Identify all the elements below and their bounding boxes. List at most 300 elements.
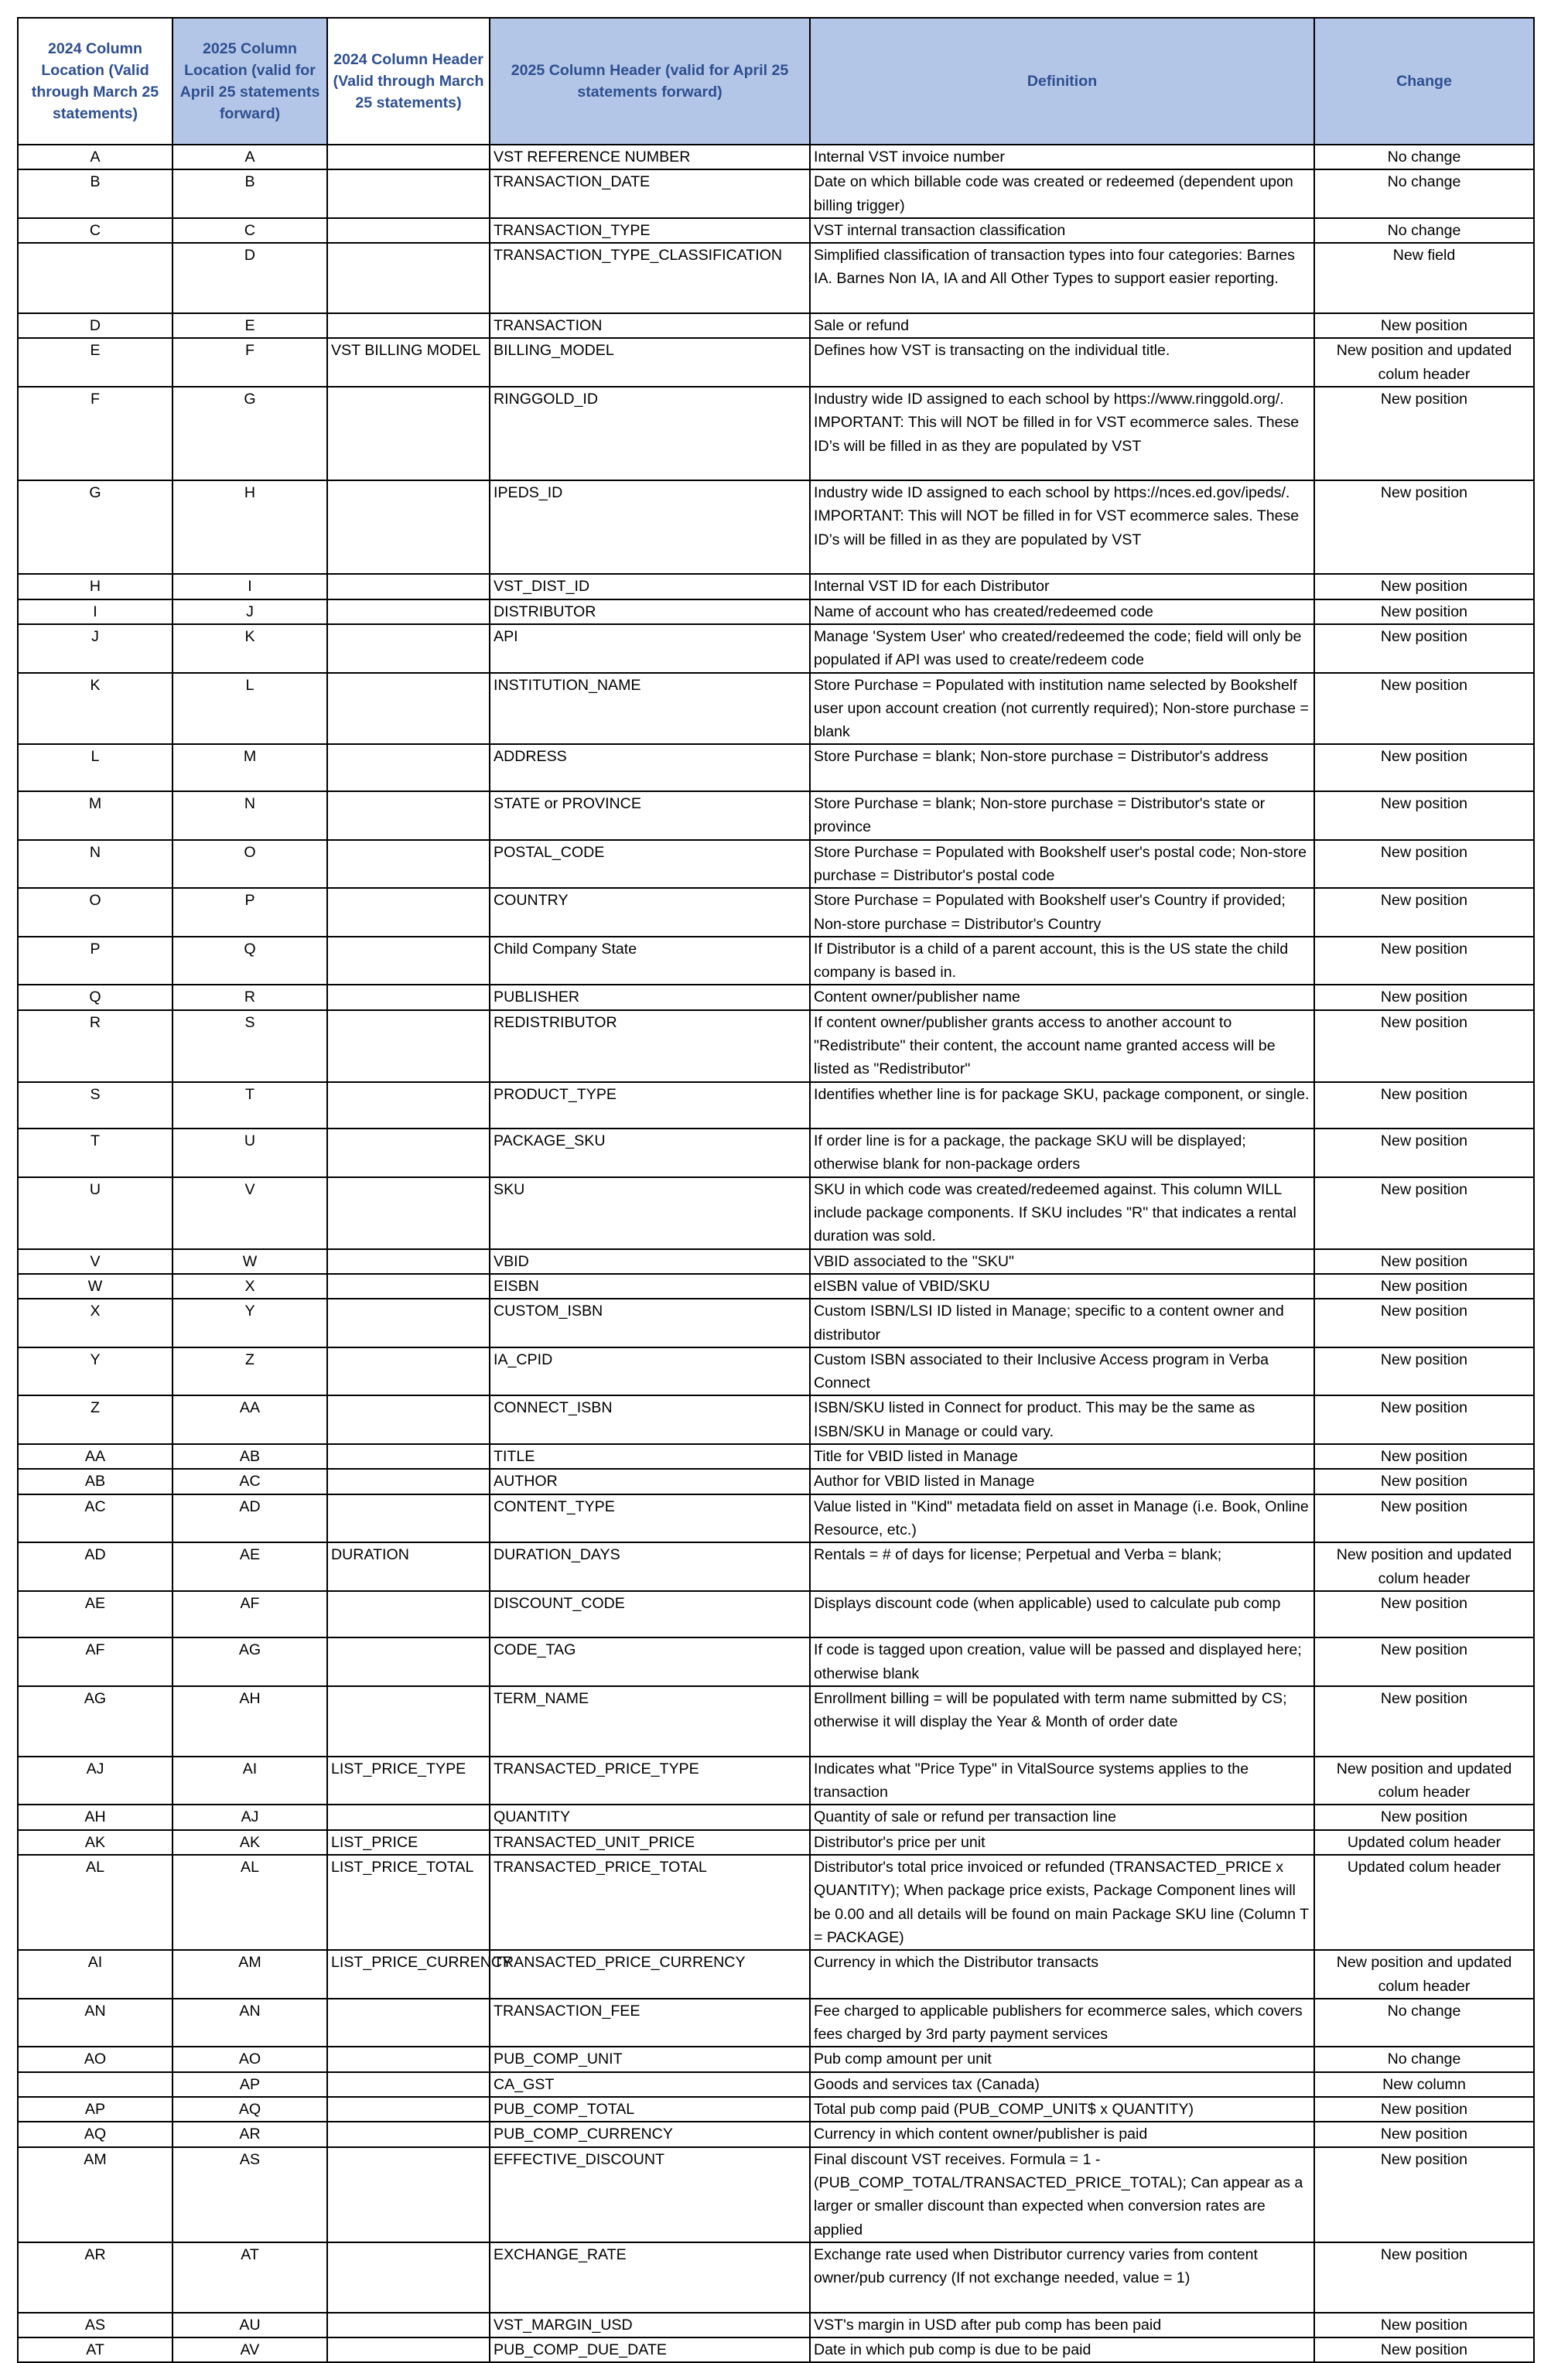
cell-2024-location: AC — [18, 1494, 173, 1543]
table-row — [18, 218, 1534, 243]
cell-2024-location: AB — [18, 1469, 173, 1494]
cell-2025-location: B — [173, 169, 327, 218]
table-row — [18, 1494, 1534, 1543]
table-row — [18, 888, 1534, 937]
cell-2024-location — [18, 243, 173, 313]
cell-definition: Indicates what "Price Type" in VitalSource systems applies to the transaction — [810, 1757, 1314, 1805]
table-row — [18, 840, 1534, 889]
cell-2025-location: AB — [173, 1444, 327, 1469]
cell-2024-location: AR — [18, 2242, 173, 2313]
cell-2024-location: AQ — [18, 2122, 173, 2146]
cell-change: New position — [1314, 574, 1534, 599]
cell-definition: ISBN/SKU listed in Connect for product. This may be the same as ISBN/SKU in Manage or could vary. — [810, 1395, 1314, 1444]
cell-2024-location: Q — [18, 985, 173, 1009]
cell-2024-column-header — [327, 1177, 490, 1249]
cell-definition: Final discount VST receives. Formula = 1 - (PUB_COMP_TOTAL/TRANSACTED_PRICE_TOTAL); Can appear as a larger or smaller discount than expected when conversion rates are applied — [810, 2147, 1314, 2242]
cell-2024-location: AD — [18, 1542, 173, 1591]
cell-2024-column-header — [327, 888, 490, 937]
cell-2024-column-header — [327, 599, 490, 624]
table-row — [18, 1082, 1534, 1129]
table-row — [18, 1855, 1534, 1950]
cell-2025-column-header: TRANSACTED_PRICE_TOTAL — [490, 1855, 810, 1950]
cell-2025-location: AQ — [173, 2097, 327, 2122]
cell-definition: Store Purchase = Populated with institution name selected by Bookshelf user upon account creation (not currently required); Non-store purchase = blank — [810, 673, 1314, 745]
cell-definition: Custom ISBN associated to their Inclusive Access program in Verba Connect — [810, 1347, 1314, 1396]
cell-2024-column-header — [327, 2147, 490, 2242]
table-row — [18, 1469, 1534, 1494]
cell-2024-location: AG — [18, 1686, 173, 1757]
cell-definition: Fee charged to applicable publishers for ecommerce sales, which covers fees charged by 3rd party payment services — [810, 1999, 1314, 2047]
cell-2024-column-header — [327, 2047, 490, 2071]
cell-definition: Identifies whether line is for package SKU, package component, or single. — [810, 1082, 1314, 1129]
cell-change: New position — [1314, 985, 1534, 1009]
cell-definition: Total pub comp paid (PUB_COMP_UNIT$ x QUANTITY) — [810, 2097, 1314, 2122]
cell-2025-column-header: TRANSACTED_PRICE_CURRENCY — [490, 1950, 810, 1999]
cell-2024-column-header — [327, 744, 490, 791]
cell-2025-location: AS — [173, 2147, 327, 2242]
cell-2024-location: AS — [18, 2313, 173, 2337]
cell-2025-location: AD — [173, 1494, 327, 1543]
cell-2025-location: X — [173, 1274, 327, 1299]
cell-change: Updated colum header — [1314, 1830, 1534, 1855]
cell-2024-column-header — [327, 937, 490, 985]
cell-2024-location: T — [18, 1129, 173, 1177]
cell-change: No change — [1314, 1999, 1534, 2047]
cell-2025-location: Q — [173, 937, 327, 985]
cell-change: New position — [1314, 2337, 1534, 2362]
table-row — [18, 1757, 1534, 1805]
table-row — [18, 1177, 1534, 1249]
cell-2024-column-header — [327, 1249, 490, 1274]
cell-2024-location: AN — [18, 1999, 173, 2047]
cell-2024-location: AE — [18, 1591, 173, 1638]
cell-2025-column-header: IPEDS_ID — [490, 480, 810, 574]
cell-change: New position — [1314, 1805, 1534, 1829]
cell-2024-column-header — [327, 673, 490, 745]
cell-2025-location: R — [173, 985, 327, 1009]
cell-2025-column-header: VST REFERENCE NUMBER — [490, 145, 810, 169]
cell-change: New position — [1314, 840, 1534, 889]
cell-2024-column-header — [327, 624, 490, 673]
cell-change: New position and updated colum header — [1314, 1542, 1534, 1591]
cell-2025-column-header: EXCHANGE_RATE — [490, 2242, 810, 2313]
table-row — [18, 145, 1534, 169]
cell-2024-column-header — [327, 2097, 490, 2122]
table-row — [18, 1637, 1534, 1686]
cell-2024-column-header — [327, 1469, 490, 1494]
cell-definition: If Distributor is a child of a parent account, this is the US state the child company is based in. — [810, 937, 1314, 985]
cell-change: New position — [1314, 1082, 1534, 1129]
table-row — [18, 673, 1534, 745]
table-header — [18, 18, 1534, 145]
cell-2025-location: AL — [173, 1855, 327, 1950]
cell-definition: Displays discount code (when applicable) used to calculate pub comp — [810, 1591, 1314, 1638]
header-2025-location: 2025 Column Location (valid for April 25 statements forward) — [173, 18, 327, 145]
cell-2024-location: L — [18, 744, 173, 791]
cell-2025-location: AJ — [173, 1805, 327, 1829]
cell-2025-location: K — [173, 624, 327, 673]
cell-2024-column-header — [327, 1299, 490, 1347]
cell-change: No change — [1314, 218, 1534, 243]
cell-2025-location: AM — [173, 1950, 327, 1999]
cell-2025-location: Z — [173, 1347, 327, 1396]
cell-2024-location: R — [18, 1010, 173, 1082]
cell-2025-location: AV — [173, 2337, 327, 2362]
cell-2025-column-header: VST_MARGIN_USD — [490, 2313, 810, 2337]
cell-2025-location: AI — [173, 1757, 327, 1805]
header-change: Change — [1314, 18, 1534, 145]
header-row — [18, 18, 1534, 145]
cell-definition: Value listed in "Kind" metadata field on asset in Manage (i.e. Book, Online Resource, etc.) — [810, 1494, 1314, 1543]
cell-2025-column-header: TRANSACTION — [490, 313, 810, 338]
cell-definition: Internal VST invoice number — [810, 145, 1314, 169]
cell-change: New position and updated colum header — [1314, 1757, 1534, 1805]
cell-2024-location: AK — [18, 1830, 173, 1855]
cell-2025-location: U — [173, 1129, 327, 1177]
cell-change: New position — [1314, 1686, 1534, 1757]
table-row — [18, 1950, 1534, 1999]
cell-2024-column-header: LIST_PRICE — [327, 1830, 490, 1855]
cell-2024-location: V — [18, 1249, 173, 1274]
cell-2025-location: AE — [173, 1542, 327, 1591]
table-row — [18, 1010, 1534, 1082]
cell-2024-column-header — [327, 1686, 490, 1757]
cell-2025-location: F — [173, 338, 327, 387]
cell-change: New position — [1314, 2097, 1534, 2122]
cell-2024-column-header — [327, 791, 490, 840]
cell-change: New position and updated colum header — [1314, 1950, 1534, 1999]
cell-2024-location: A — [18, 145, 173, 169]
cell-2024-location: AP — [18, 2097, 173, 2122]
cell-change: New position — [1314, 2147, 1534, 2242]
cell-definition: Distributor's total price invoiced or refunded (TRANSACTED_PRICE x QUANTITY); When package price exists, Package Component lines will be 0.00 and all details will be found on main Package SKU line (Column T = PACKAGE) — [810, 1855, 1314, 1950]
cell-2025-column-header: STATE or PROVINCE — [490, 791, 810, 840]
table-row — [18, 744, 1534, 791]
table-row — [18, 1444, 1534, 1469]
cell-2024-location: H — [18, 574, 173, 599]
cell-2025-column-header: TRANSACTION_TYPE_CLASSIFICATION — [490, 243, 810, 313]
cell-2025-column-header: API — [490, 624, 810, 673]
cell-2024-column-header — [327, 1591, 490, 1638]
cell-change: New position and updated colum header — [1314, 338, 1534, 387]
cell-2025-location: M — [173, 744, 327, 791]
cell-definition: If code is tagged upon creation, value will be passed and displayed here; otherwise blank — [810, 1637, 1314, 1686]
cell-definition: Title for VBID listed in Manage — [810, 1444, 1314, 1469]
spreadsheet-page — [17, 17, 1533, 2363]
table-row — [18, 338, 1534, 387]
cell-definition: Industry wide ID assigned to each school by https://www.ringgold.org/. IMPORTANT: This will NOT be filled in for VST ecommerce sales. These ID’s will be filled in as they are populated by VST — [810, 387, 1314, 480]
cell-2025-column-header: SKU — [490, 1177, 810, 1249]
cell-2024-column-header — [327, 2122, 490, 2146]
cell-2024-column-header — [327, 2337, 490, 2362]
cell-2024-column-header — [327, 2072, 490, 2097]
cell-2024-column-header — [327, 1805, 490, 1829]
cell-definition: Defines how VST is transacting on the individual title. — [810, 338, 1314, 387]
cell-change: New position — [1314, 1010, 1534, 1082]
cell-2024-column-header — [327, 1637, 490, 1686]
cell-2025-column-header: REDISTRIBUTOR — [490, 1010, 810, 1082]
cell-2024-column-header — [327, 1444, 490, 1469]
cell-2024-location: AI — [18, 1950, 173, 1999]
cell-definition: Pub comp amount per unit — [810, 2047, 1314, 2071]
cell-2024-column-header — [327, 1274, 490, 1299]
table-row — [18, 1274, 1534, 1299]
cell-2025-column-header: TERM_NAME — [490, 1686, 810, 1757]
cell-definition: Simplified classification of transaction types into four categories: Barnes IA. Barnes Non IA, IA and All Other Types to support easier reporting. — [810, 243, 1314, 313]
cell-2025-location: S — [173, 1010, 327, 1082]
table-body — [18, 145, 1534, 2362]
cell-change: New position — [1314, 387, 1534, 480]
cell-2024-column-header — [327, 1347, 490, 1396]
cell-2025-column-header: POSTAL_CODE — [490, 840, 810, 889]
table-row — [18, 1686, 1534, 1757]
cell-definition: Enrollment billing = will be populated with term name submitted by CS; otherwise it will display the Year & Month of order date — [810, 1686, 1314, 1757]
table-row — [18, 1591, 1534, 1638]
cell-2024-location: X — [18, 1299, 173, 1347]
cell-2025-column-header: PUB_COMP_DUE_DATE — [490, 2337, 810, 2362]
cell-definition: Store Purchase = Populated with Bookshelf user's postal code; Non-store purchase = Distributor's postal code — [810, 840, 1314, 889]
cell-change: New position — [1314, 480, 1534, 574]
cell-2025-location: Y — [173, 1299, 327, 1347]
table-row — [18, 169, 1534, 218]
cell-definition: Custom ISBN/LSI ID listed in Manage; specific to a content owner and distributor — [810, 1299, 1314, 1347]
cell-2025-location: H — [173, 480, 327, 574]
cell-2024-location: D — [18, 313, 173, 338]
cell-2024-column-header — [327, 2313, 490, 2337]
cell-2024-location: AT — [18, 2337, 173, 2362]
cell-2025-location: AR — [173, 2122, 327, 2146]
cell-change: New position — [1314, 937, 1534, 985]
cell-2025-location: J — [173, 599, 327, 624]
cell-definition: Content owner/publisher name — [810, 985, 1314, 1009]
table-row — [18, 1129, 1534, 1177]
cell-2024-column-header — [327, 1395, 490, 1444]
cell-2025-column-header: TRANSACTION_FEE — [490, 1999, 810, 2047]
cell-2024-column-header — [327, 1494, 490, 1543]
cell-change: New position — [1314, 599, 1534, 624]
cell-change: New position — [1314, 1274, 1534, 1299]
cell-2024-location: S — [18, 1082, 173, 1129]
cell-2025-column-header: TRANSACTED_UNIT_PRICE — [490, 1830, 810, 1855]
table-row — [18, 599, 1534, 624]
cell-definition: Store Purchase = blank; Non-store purchase = Distributor's address — [810, 744, 1314, 791]
cell-2024-location: G — [18, 480, 173, 574]
cell-2025-location: C — [173, 218, 327, 243]
cell-2025-column-header: CA_GST — [490, 2072, 810, 2097]
cell-2025-column-header: TRANSACTED_PRICE_TYPE — [490, 1757, 810, 1805]
cell-change: New position — [1314, 313, 1534, 338]
cell-change: New position — [1314, 1249, 1534, 1274]
cell-2025-location: AH — [173, 1686, 327, 1757]
cell-2024-column-header: LIST_PRICE_TOTAL — [327, 1855, 490, 1950]
cell-2024-column-header — [327, 2242, 490, 2313]
cell-2025-column-header: CODE_TAG — [490, 1637, 810, 1686]
cell-2024-column-header: LIST_PRICE_CURRENCY — [327, 1950, 490, 1999]
cell-2024-location: K — [18, 673, 173, 745]
cell-2025-location: AF — [173, 1591, 327, 1638]
cell-2025-column-header: DISCOUNT_CODE — [490, 1591, 810, 1638]
cell-change: New position — [1314, 624, 1534, 673]
cell-2024-location: W — [18, 1274, 173, 1299]
cell-definition: Sale or refund — [810, 313, 1314, 338]
cell-definition: VST internal transaction classification — [810, 218, 1314, 243]
cell-definition: Currency in which the Distributor transacts — [810, 1950, 1314, 1999]
cell-2025-column-header: PUB_COMP_TOTAL — [490, 2097, 810, 2122]
cell-2025-column-header: AUTHOR — [490, 1469, 810, 1494]
cell-2024-column-header: LIST_PRICE_TYPE — [327, 1757, 490, 1805]
cell-change: New position — [1314, 673, 1534, 745]
cell-change: New position — [1314, 1129, 1534, 1177]
cell-2025-location: E — [173, 313, 327, 338]
cell-definition: eISBN value of VBID/SKU — [810, 1274, 1314, 1299]
cell-definition: Store Purchase = blank; Non-store purchase = Distributor's state or province — [810, 791, 1314, 840]
table-row — [18, 1395, 1534, 1444]
table-row — [18, 1805, 1534, 1829]
table-row — [18, 480, 1534, 574]
column-mapping-table — [17, 17, 1535, 2363]
cell-2025-location: I — [173, 574, 327, 599]
cell-change: New position — [1314, 1299, 1534, 1347]
cell-2024-location: I — [18, 599, 173, 624]
cell-2025-column-header: CUSTOM_ISBN — [490, 1299, 810, 1347]
table-row — [18, 2147, 1534, 2242]
cell-2025-column-header: PUB_COMP_CURRENCY — [490, 2122, 810, 2146]
cell-2025-column-header: IA_CPID — [490, 1347, 810, 1396]
cell-2024-location: AH — [18, 1805, 173, 1829]
cell-change: New column — [1314, 2072, 1534, 2097]
cell-definition: Date in which pub comp is due to be paid — [810, 2337, 1314, 2362]
table-row — [18, 624, 1534, 673]
cell-change: New position — [1314, 744, 1534, 791]
cell-definition: Exchange rate used when Distributor currency varies from content owner/pub currency (If not exchange needed, value = 1) — [810, 2242, 1314, 2313]
cell-2024-location: O — [18, 888, 173, 937]
table-row — [18, 1347, 1534, 1396]
cell-2025-column-header: TITLE — [490, 1444, 810, 1469]
cell-2025-location: V — [173, 1177, 327, 1249]
header-2025-column-header: 2025 Column Header (valid for April 25 statements forward) — [490, 18, 810, 145]
cell-definition: VST's margin in USD after pub comp has been paid — [810, 2313, 1314, 2337]
cell-2024-column-header — [327, 985, 490, 1009]
cell-2024-location: AA — [18, 1444, 173, 1469]
cell-change: New position — [1314, 2313, 1534, 2337]
cell-2024-location: F — [18, 387, 173, 480]
cell-2025-location: G — [173, 387, 327, 480]
table-row — [18, 1249, 1534, 1274]
cell-2025-column-header: PRODUCT_TYPE — [490, 1082, 810, 1129]
cell-2025-column-header: DISTRIBUTOR — [490, 599, 810, 624]
cell-definition: Date on which billable code was created or redeemed (dependent upon billing trigger) — [810, 169, 1314, 218]
cell-2024-location: E — [18, 338, 173, 387]
cell-2024-location: C — [18, 218, 173, 243]
cell-change: New position — [1314, 1591, 1534, 1638]
cell-2025-location: AP — [173, 2072, 327, 2097]
cell-2025-location: AA — [173, 1395, 327, 1444]
cell-2024-location: Y — [18, 1347, 173, 1396]
cell-2024-column-header — [327, 313, 490, 338]
table-row — [18, 2313, 1534, 2337]
cell-definition: SKU in which code was created/redeemed against. This column WILL include package components. If SKU includes "R" that indicates a rental duration was sold. — [810, 1177, 1314, 1249]
cell-2025-location: D — [173, 243, 327, 313]
cell-2025-column-header: TRANSACTION_DATE — [490, 169, 810, 218]
cell-2025-column-header: RINGGOLD_ID — [490, 387, 810, 480]
cell-change: No change — [1314, 169, 1534, 218]
cell-2025-location: AC — [173, 1469, 327, 1494]
cell-definition: Author for VBID listed in Manage — [810, 1469, 1314, 1494]
cell-2025-column-header: TRANSACTION_TYPE — [490, 218, 810, 243]
cell-2024-location: AF — [18, 1637, 173, 1686]
cell-2024-column-header — [327, 480, 490, 574]
cell-2024-location: B — [18, 169, 173, 218]
cell-2024-column-header — [327, 218, 490, 243]
cell-2025-location: AK — [173, 1830, 327, 1855]
cell-2025-column-header: BILLING_MODEL — [490, 338, 810, 387]
cell-change: New position — [1314, 1469, 1534, 1494]
header-definition: Definition — [810, 18, 1314, 145]
table-row — [18, 1542, 1534, 1591]
cell-2024-location: J — [18, 624, 173, 673]
cell-2024-column-header — [327, 574, 490, 599]
cell-2025-column-header: PUBLISHER — [490, 985, 810, 1009]
table-row — [18, 2337, 1534, 2362]
table-row — [18, 937, 1534, 985]
cell-change: New position — [1314, 1177, 1534, 1249]
cell-2025-column-header: PACKAGE_SKU — [490, 1129, 810, 1177]
cell-2024-column-header — [327, 145, 490, 169]
cell-definition: If content owner/publisher grants access to another account to "Redistribute" their content, the account name granted access will be listed as "Redistributor" — [810, 1010, 1314, 1082]
cell-2024-location: AM — [18, 2147, 173, 2242]
cell-2025-location: AU — [173, 2313, 327, 2337]
cell-2024-column-header: VST BILLING MODEL — [327, 338, 490, 387]
cell-definition: Store Purchase = Populated with Bookshelf user's Country if provided; Non-store purchase = Distributor's Country — [810, 888, 1314, 937]
cell-2025-location: AO — [173, 2047, 327, 2071]
cell-2025-column-header: INSTITUTION_NAME — [490, 673, 810, 745]
cell-change: New position — [1314, 1637, 1534, 1686]
cell-definition: VBID associated to the "SKU" — [810, 1249, 1314, 1274]
cell-2024-column-header — [327, 1082, 490, 1129]
cell-change: New position — [1314, 2122, 1534, 2146]
cell-change: New position — [1314, 1494, 1534, 1543]
table-row — [18, 243, 1534, 313]
cell-2024-column-header — [327, 1129, 490, 1177]
table-row — [18, 1999, 1534, 2047]
cell-change: No change — [1314, 2047, 1534, 2071]
cell-2025-location: W — [173, 1249, 327, 1274]
cell-2024-column-header — [327, 1999, 490, 2047]
table-row — [18, 2242, 1534, 2313]
table-row — [18, 1830, 1534, 1855]
table-row — [18, 1299, 1534, 1347]
cell-2025-location: AT — [173, 2242, 327, 2313]
cell-2024-location: AL — [18, 1855, 173, 1950]
cell-change: New position — [1314, 791, 1534, 840]
cell-2024-column-header: DURATION — [327, 1542, 490, 1591]
header-2024-location: 2024 Column Location (Valid through March 25 statements) — [18, 18, 173, 145]
cell-2024-location: AJ — [18, 1757, 173, 1805]
cell-2025-location: L — [173, 673, 327, 745]
cell-2024-location: U — [18, 1177, 173, 1249]
cell-definition: Currency in which content owner/publisher is paid — [810, 2122, 1314, 2146]
cell-definition: Manage 'System User' who created/redeemed the code; field will only be populated if API was used to create/redeem code — [810, 624, 1314, 673]
cell-2025-location: O — [173, 840, 327, 889]
cell-change: Updated colum header — [1314, 1855, 1534, 1950]
table-row — [18, 387, 1534, 480]
table-row — [18, 574, 1534, 599]
cell-2025-location: N — [173, 791, 327, 840]
cell-2025-column-header: COUNTRY — [490, 888, 810, 937]
cell-2024-column-header — [327, 243, 490, 313]
cell-2025-location: T — [173, 1082, 327, 1129]
cell-2025-column-header: Child Company State — [490, 937, 810, 985]
